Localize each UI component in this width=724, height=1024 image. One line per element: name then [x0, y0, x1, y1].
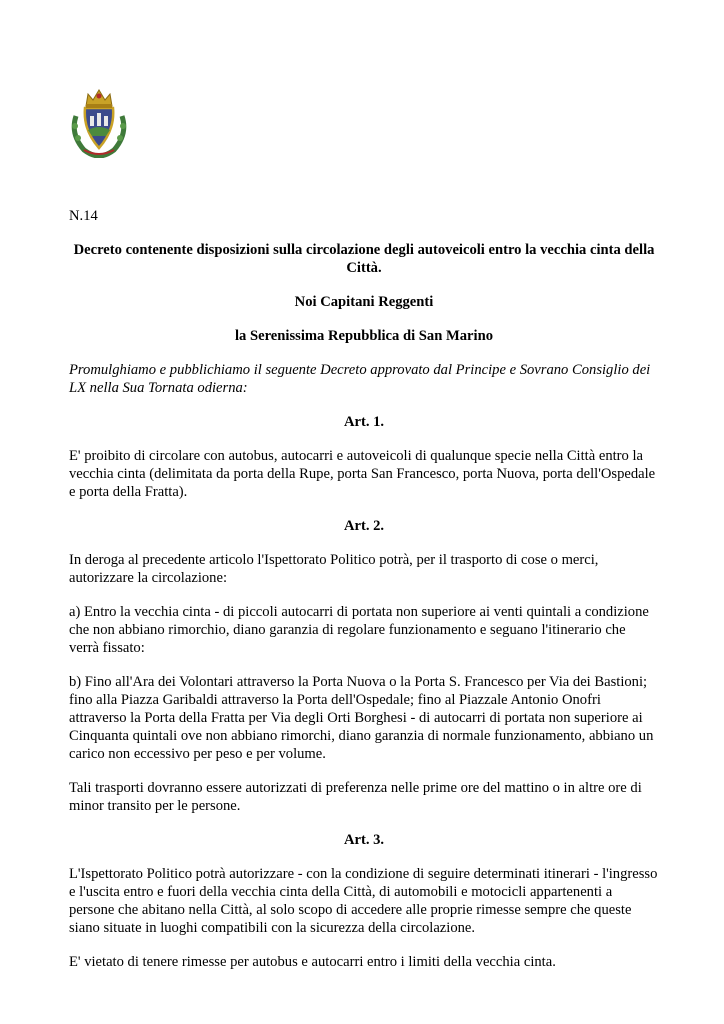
heading-capitani-reggenti: Noi Capitani Reggenti [294, 294, 434, 310]
heading-repubblica: la Serenissima Repubblica di San Marino [235, 328, 493, 344]
coat-of-arms-graphic [66, 86, 132, 158]
article-2-paragraph-4: Tali trasporti dovranno essere autorizzati di preferenza nelle prime ore del mattino o in altre ore di minor transito per le persone. [69, 780, 642, 814]
article-1-paragraph: E' proibito di circolare con autobus, autocarri e autoveicoli di qualunque specie nella Città entro la vecchia cinta (delimitata da porta della Rupe, porta San Francesco, porta Nuova, porta dell'Ospedale e porta della Fratta). [69, 448, 656, 500]
article-2-paragraph-b: b) Fino all'Ara dei Volontari attraverso la Porta Nuova o la Porta S. Francesco per Via dei Bastioni; fino alla Piazza Garibaldi attraverso la Porta dell'Ospedale; fino al Piazzale Antonio Onofri attraverso la Porta della Fratta per Via degli Orti Borghesi - di autocarri di portata non superiore ai Cinquanta quintali ove non abbiano rimorchi, diano garanzia di normale funzionamento, abbiano un carico non eccessivo per peso e per volume. [69, 674, 654, 762]
article-3-paragraph-2: E' vietato di tenere rimesse per autobus e autocarri entro i limiti della vecchia cinta. [69, 954, 556, 970]
decree-body [69, 207, 659, 971]
decree-title: Decreto contenente disposizioni sulla circolazione degli autoveicoli entro la vecchia cinta della Città. [73, 242, 655, 276]
article-3-heading: Art. 3. [343, 832, 385, 848]
coat-of-arms-icon [66, 86, 132, 158]
article-2-heading: Art. 2. [343, 518, 385, 534]
article-2-paragraph-1: In deroga al precedente articolo l'Ispettorato Politico potrà, per il trasporto di cose o merci, autorizzare la circolazione: [69, 552, 599, 586]
article-3-paragraph-1: L'Ispettorato Politico potrà autorizzare - con la condizione di seguire determinati itinerari - l'ingresso e l'uscita entro e fuori della vecchia cinta della Città, di automobili e motocicli appartenenti a persone che abitano nella Città, al solo scopo di accedere alle proprie rimesse sempre che queste siano situate in luoghi compatibili con la sicurezza della circolazione. [69, 866, 658, 936]
decree-number: N.14 [69, 208, 98, 224]
article-2-paragraph-a: a) Entro la vecchia cinta - di piccoli autocarri di portata non superiore ai venti quintali a condizione che non abbiano rimorchio, diano garanzia di regolare funzionamento e seguano l'itinerario che verrà fissato: [69, 604, 649, 656]
preamble-text: Promulghiamo e pubblichiamo il seguente Decreto approvato dal Principe e Sovrano Consiglio dei LX nella Sua Tornata odierna: [69, 362, 651, 396]
article-1-heading: Art. 1. [343, 414, 385, 430]
